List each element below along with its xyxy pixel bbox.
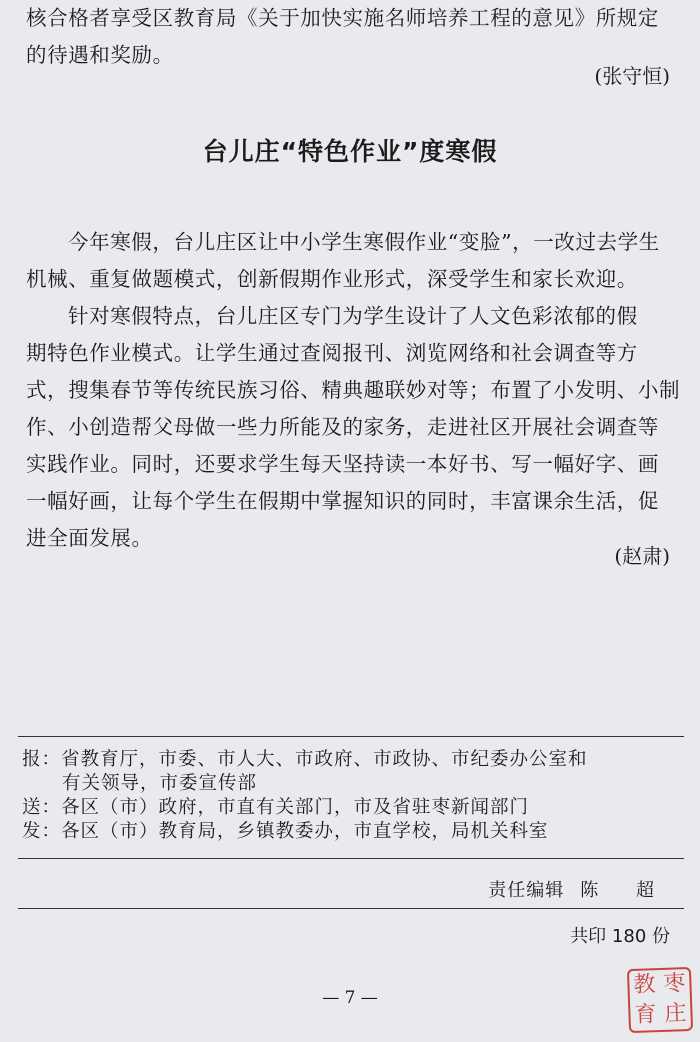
- text-line: 一幅好画，让每个学生在假期中掌握知识的同时，丰富课余生活，促: [26, 489, 659, 513]
- responsible-editor: [488, 876, 670, 902]
- text-line: 针对寒假特点，台儿庄区专门为学生设计了人文色彩浓郁的假: [68, 304, 638, 328]
- text-line: 核合格者享受区教育局《关于加快实施名师培养工程的意见》所规定: [26, 6, 659, 30]
- text-line: 今年寒假，台儿庄区让中小学生寒假作业“变脸”，一改过去学生: [68, 230, 660, 254]
- article-paragraph-1: [26, 224, 676, 298]
- text-line: 期特色作业模式。让学生通过查阅报刊、浏览网络和社会调查等方: [26, 341, 638, 365]
- distribution-list: [22, 748, 682, 844]
- text-line: 的待遇和奖励。: [26, 43, 174, 67]
- print-copies: 共印 180 份: [570, 926, 670, 947]
- red-seal-stamp: [627, 967, 693, 1033]
- text-line: 作、小创造帮父母做一些力所能及的家务，走进社区开展社会调查等: [26, 415, 659, 439]
- article-paragraph-2: [26, 298, 681, 557]
- prev-article-byline: (张守恒): [594, 64, 670, 88]
- editor-name: 陈 超: [580, 880, 670, 901]
- report-line: 报：省教育厅，市委、市人大、市政府、市政协、市纪委办公室和: [22, 749, 588, 770]
- text-line: 进全面发展。: [26, 526, 153, 550]
- issue-line: 发：各区（市）教育局，乡镇教委办，市直学校，局机关科室: [22, 821, 549, 842]
- text-line: 机械、重复做题模式，创新假期作业形式，深受学生和家长欢迎。: [26, 267, 638, 291]
- seal-char: 教: [633, 972, 656, 998]
- page-number: — 7 —: [322, 988, 378, 1008]
- article-title: 台儿庄“特色作业”度寒假: [202, 137, 498, 166]
- divider: [18, 736, 684, 737]
- divider: [18, 908, 684, 909]
- editor-label: 责任编辑: [488, 880, 565, 901]
- seal-char: 枣: [663, 971, 686, 997]
- seal-char: 庄: [664, 1001, 687, 1027]
- report-line-continued: 有关领导，市委宣传部: [62, 773, 258, 794]
- seal-char: 育: [634, 1002, 657, 1028]
- divider: [18, 858, 684, 859]
- prev-article-text: [26, 0, 676, 74]
- send-line: 送：各区（市）政府，市直有关部门，市及省驻枣新闻部门: [22, 797, 530, 818]
- article-byline: (赵肃): [614, 544, 670, 568]
- text-line: 式，搜集春节等传统民族习俗、精典趣联妙对等；布置了小发明、小制: [26, 378, 681, 402]
- text-line: 实践作业。同时，还要求学生每天坚持读一本好书、写一幅好字、画: [26, 452, 659, 476]
